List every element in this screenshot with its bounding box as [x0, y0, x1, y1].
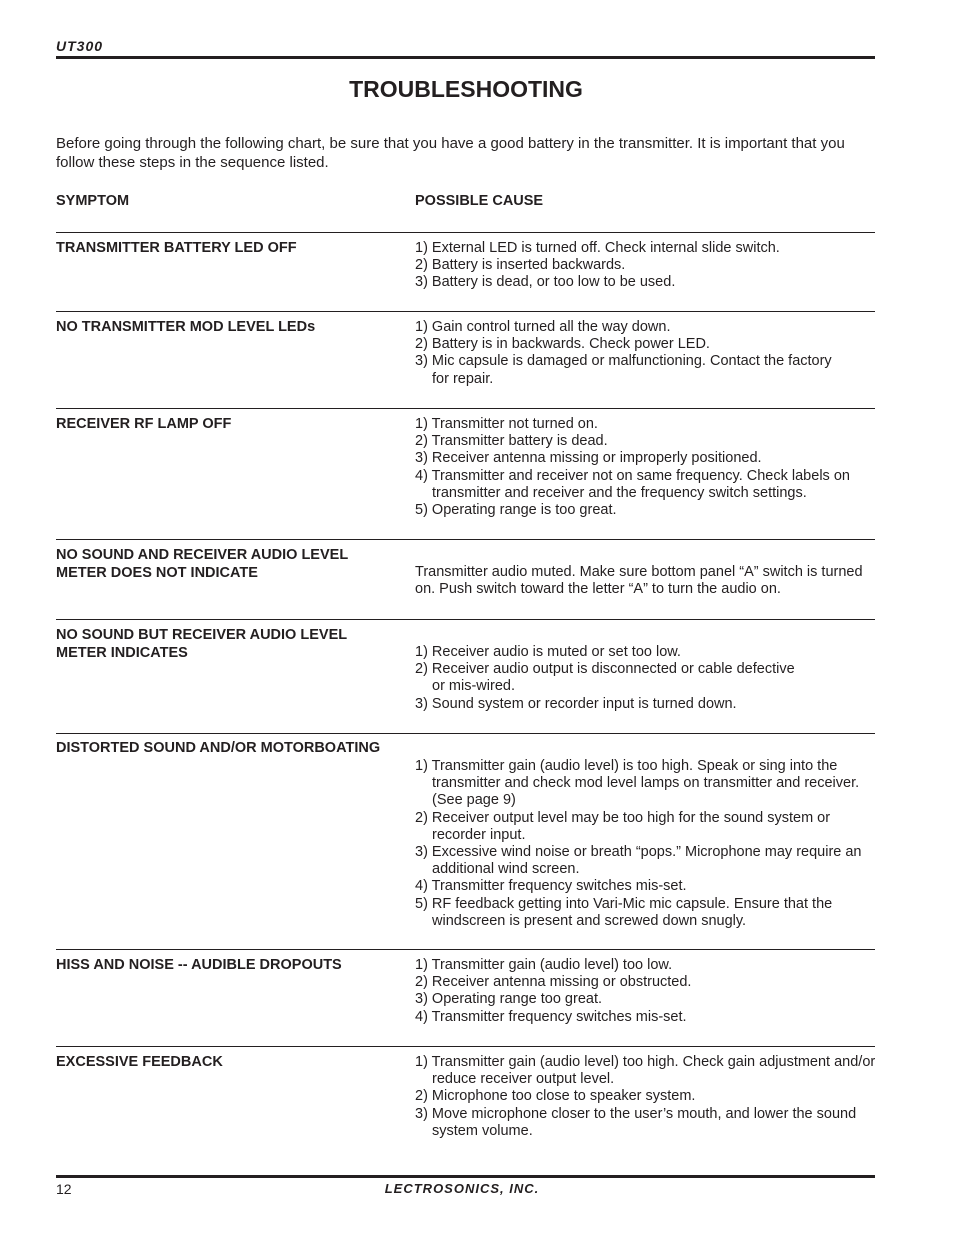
product-label: UT300 [56, 38, 104, 54]
cause-list [415, 758, 885, 930]
symptom-label: TRANSMITTER BATTERY LED OFF [56, 240, 297, 256]
cause-item: 1) Transmitter gain (audio level) too high. Check gain adjustment and/or reduce receiver output level. [415, 1054, 876, 1088]
cause-item: 2) Battery is inserted backwards. [415, 257, 626, 274]
cause-item: 3) Battery is dead, or too low to be used. [415, 274, 676, 291]
cause-text: Transmitter audio muted. Make sure bottom panel “A” switch is turned on. Push switch toward the letter “A” to turn the audio on. [415, 564, 863, 598]
cause-item: 5) RF feedback getting into Vari-Mic mic capsule. Ensure that the windscreen is present and screwed down snugly. [415, 895, 833, 929]
cause-item: 3) Mic capsule is damaged or malfunctioning. Contact the factory for repair. [415, 353, 832, 387]
cause-item: 4) Transmitter frequency switches mis-set. [415, 1008, 687, 1025]
cause-item: 1) Transmitter gain (audio level) is too high. Speak or sing into the transmitter and check mod level lamps on transmitter and receiver. (See page 9) [415, 758, 860, 809]
cause-list [415, 1054, 885, 1140]
cause-list [415, 240, 885, 292]
cause-list [415, 416, 885, 519]
cause-item: 2) Receiver audio output is disconnected or cable defective or mis-wired. [415, 661, 795, 695]
symptom-label: EXCESSIVE FEEDBACK [56, 1054, 223, 1070]
symptom-label: DISTORTED SOUND AND/OR MOTORBOATING [56, 740, 381, 756]
page-title: TROUBLESHOOTING [349, 76, 583, 102]
cause-item: 1) External LED is turned off. Check internal slide switch. [415, 240, 780, 256]
row-divider [56, 539, 875, 540]
cause-item: 1) Transmitter gain (audio level) too low. [415, 957, 673, 973]
cause-item: 1) Transmitter not turned on. [415, 416, 598, 432]
row-divider [56, 311, 875, 312]
symptom-label: NO SOUND BUT RECEIVER AUDIO LEVEL METER INDICATES [56, 627, 347, 661]
row-divider [56, 949, 875, 950]
cause-item: 2) Transmitter battery is dead. [415, 433, 608, 450]
symptom-column-header: SYMPTOM [56, 193, 130, 209]
symptom-label: NO TRANSMITTER MOD LEVEL LEDs [56, 319, 316, 335]
cause-item: 1) Gain control turned all the way down. [415, 319, 671, 335]
cause-item: 3) Receiver antenna missing or improperly positioned. [415, 450, 762, 467]
intro-paragraph: Before going through the following chart, be sure that you have a good battery in the transmitter. It is important that you follow these steps in the sequence listed. [56, 135, 845, 171]
row-divider [56, 733, 875, 734]
cause-item: 3) Operating range too great. [415, 991, 603, 1008]
symptom-label: NO SOUND AND RECEIVER AUDIO LEVEL METER DOES NOT INDICATE [56, 547, 348, 581]
cause-list [415, 957, 885, 1026]
row-divider [56, 232, 875, 233]
symptom-label: HISS AND NOISE -- AUDIBLE DROPOUTS [56, 957, 342, 973]
header-rule [56, 56, 875, 59]
cause-item: 5) Operating range is too great. [415, 502, 617, 519]
footer-rule [56, 1175, 875, 1178]
cause-item: 4) Transmitter and receiver not on same frequency. Check labels on transmitter and receiver and the frequency switch settings. [415, 467, 850, 501]
page-number: 12 [56, 1181, 72, 1197]
cause-item: 2) Battery is in backwards. Check power LED. [415, 336, 710, 353]
row-divider [56, 619, 875, 620]
symptom-label: RECEIVER RF LAMP OFF [56, 416, 232, 432]
cause-item: 1) Receiver audio is muted or set too low. [415, 644, 681, 660]
company-name: LECTROSONICS, INC. [384, 1181, 540, 1196]
cause-item: 2) Receiver antenna missing or obstructed. [415, 974, 692, 991]
row-divider [56, 1046, 875, 1047]
cause-list [415, 319, 845, 388]
cause-item: 3) Excessive wind noise or breath “pops.” Microphone may require an additional wind screen. [415, 844, 862, 878]
cause-item: 4) Transmitter frequency switches mis-set. [415, 878, 687, 895]
cause-item: 2) Microphone too close to speaker system. [415, 1088, 696, 1105]
cause-item: 3) Move microphone closer to the user’s mouth, and lower the sound system volume. [415, 1105, 857, 1139]
cause-item: 2) Receiver output level may be too high for the sound system or recorder input. [415, 809, 831, 843]
cause-item: 3) Sound system or recorder input is turned down. [415, 695, 737, 712]
cause-list [415, 644, 795, 713]
cause-column-header: POSSIBLE CAUSE [415, 193, 544, 209]
row-divider [56, 408, 875, 409]
